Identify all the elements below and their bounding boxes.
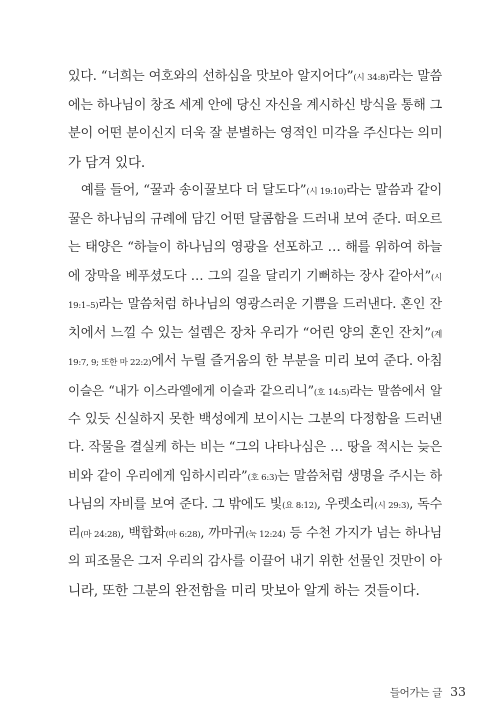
body-text xyxy=(68,63,442,605)
text-line: 치에서 느낄 수 있는 설렘은 장차 우리가 “어린 양의 혼인 잔치”(계 xyxy=(68,325,442,341)
scripture-reference: 19:1–5) xyxy=(68,301,99,312)
text-line: 이슬은 “내가 이스라엘에게 이슬과 같으리니”(호 14:5)라는 말씀에서 알 xyxy=(68,383,442,399)
text-line: 의 피조물은 그저 우리의 감사를 이끌어 내기 위한 선물인 것만이 아 xyxy=(68,554,442,570)
text-line: 19:1–5)라는 말씀처럼 하나님의 영광스러운 기쁨을 드러낸다. 혼인 잔 xyxy=(68,297,442,313)
paragraph-2 xyxy=(68,177,442,605)
text-line: 나님의 자비를 보여 준다. 그 밖에도 빛(요 8:12), 우렛소리(시 29:3), 독수 xyxy=(68,497,443,513)
scripture-reference: (시 34:8) xyxy=(353,73,389,83)
text-line: 수 있듯 신실하지 못한 백성에게 보이시는 그분의 다정함을 드러낸 xyxy=(68,411,442,427)
page-number: 33 xyxy=(450,684,466,699)
scripture-reference: (시 xyxy=(430,272,442,283)
text-line: 다. 작물을 결실케 하는 비는 “그의 나타나심은 … 땅을 적시는 늦은 xyxy=(68,440,442,456)
text-line: 니라, 또한 그분의 완전함을 미리 맛보아 알게 하는 것들이다. xyxy=(68,582,420,599)
scripture-reference: (시 29:3) xyxy=(374,501,410,512)
text-line: 에 장막을 베푸셨도다 … 그의 길을 달리기 기뻐하는 장사 같아서”(시 xyxy=(68,268,442,284)
scripture-reference: (시 19:10) xyxy=(306,187,347,198)
text-line: 19:7, 9; 또한 마 22:2)에서 누릴 즐거움의 한 부분을 미리 보여 준다. 아침 xyxy=(68,354,443,370)
text-line: 꿀은 하나님의 규례에 담긴 어떤 달콤함을 드러내 보여 준다. 떠오르 xyxy=(68,211,442,227)
text-line: 분이 어떤 분이신지 더욱 잘 분별하는 영적인 미각을 주신다는 의미 xyxy=(68,126,443,142)
running-section-title: 들어가는 글 xyxy=(389,687,443,699)
text-line: 는 태양은 “하늘이 하나님의 영광을 선포하고 … 해를 위하여 하늘 xyxy=(68,240,442,256)
scripture-reference: (호 14:5) xyxy=(313,388,350,399)
scripture-reference: (마 24:28) xyxy=(80,529,121,540)
text-line: 리(마 24:28), 백합화(마 6:28), 까마귀(눅 12:24) 등 수천 가지가 넘는 하나님 xyxy=(68,525,442,541)
text-line: 있다. “너희는 여호와의 선하심을 맛보아 알지어다”(시 34:8)라는 말씀 xyxy=(68,69,442,84)
text-line: 예를 들어, “꿀과 송이꿀보다 더 달도다”(시 19:10)라는 말씀과 같이 xyxy=(81,183,442,199)
scripture-reference: 19:7, 9; 또한 마 22:2) xyxy=(68,358,152,369)
paragraph-1 xyxy=(68,63,442,177)
scripture-reference: (마 6:28) xyxy=(165,529,201,540)
scripture-reference: (호 6:3) xyxy=(247,472,278,483)
page-footer xyxy=(390,684,466,700)
scripture-reference: (요 8:12) xyxy=(282,501,317,512)
scripture-reference: (눅 12:24) xyxy=(245,529,286,540)
text-line: 에는 하나님이 창조 세계 안에 당신 자신을 계시하신 방식을 통해 그 xyxy=(68,97,442,113)
text-line: 가 담겨 있다. xyxy=(68,154,146,171)
text-line: 비와 같이 우리에게 임하시리라”(호 6:3)는 말씀처럼 생명을 주시는 하 xyxy=(68,468,442,484)
scripture-reference: (계 xyxy=(430,329,442,340)
